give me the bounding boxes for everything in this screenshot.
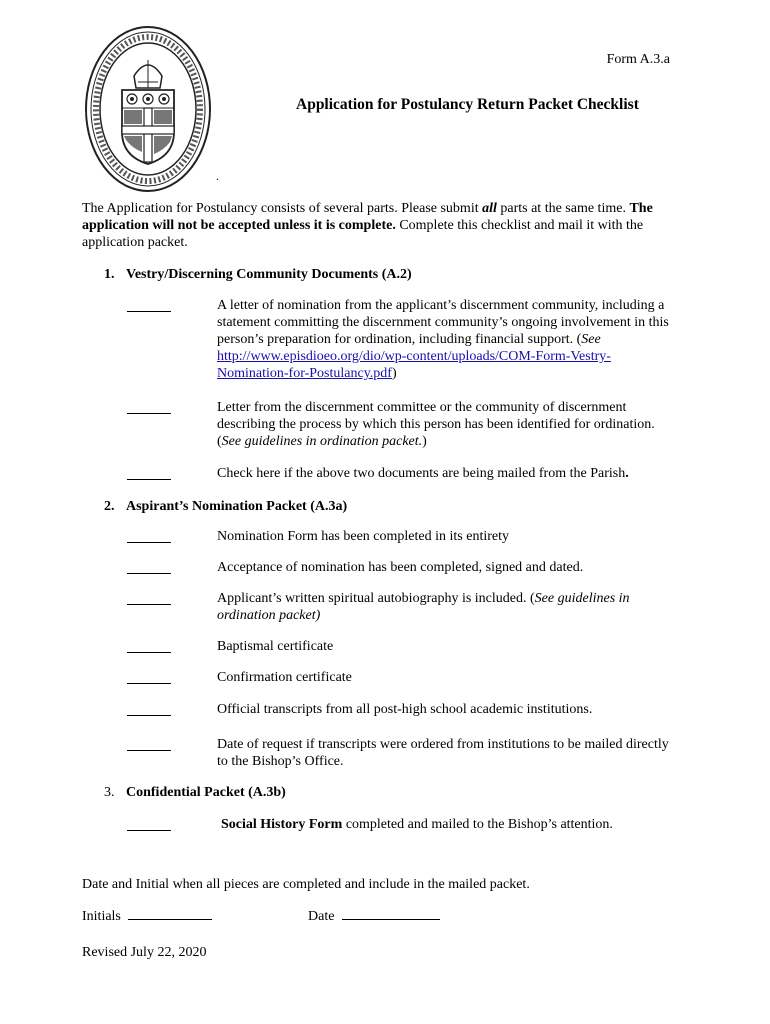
item-text: completed and mailed to the Bishop’s attention.: [342, 817, 613, 832]
item-italic: See guidelines in ordination packet.: [221, 434, 423, 449]
checklist-blank[interactable]: [127, 701, 171, 716]
date-field: [308, 906, 440, 925]
checklist-item: Baptismal certificate: [217, 639, 334, 654]
intro-text-1: The Application for Postulancy consists of several parts. Please submit: [82, 201, 483, 216]
checklist-blank[interactable]: [127, 669, 171, 684]
intro-emphasis: all: [482, 201, 497, 216]
section-3-heading: [104, 784, 286, 801]
vestry-nomination-link[interactable]: http://www.episdioeo.org/dio/wp-content/uploads/COM-Form-Vestry-Nomination-for-Postulancy.pdf: [217, 349, 611, 381]
intro-text-3: Complete this checklist and mail it with the application packet.: [82, 218, 644, 250]
checklist-blank[interactable]: [127, 399, 171, 414]
initials-field: [82, 906, 212, 925]
checklist-item: [217, 465, 672, 482]
form-id: Form A.3.a: [606, 52, 670, 67]
checklist-blank[interactable]: [127, 638, 171, 653]
checklist-blank[interactable]: [127, 590, 171, 605]
section-title: Vestry/Discerning Community Documents (A.2): [126, 267, 412, 282]
checklist-item: Acceptance of nomination has been completed, signed and dated.: [217, 560, 584, 575]
checklist-blank[interactable]: [127, 297, 171, 312]
checklist-blank[interactable]: [127, 736, 171, 751]
checklist-item: [217, 590, 672, 624]
diocese-seal-logo: [82, 24, 214, 194]
revision-date: Revised July 22, 2020: [82, 945, 207, 960]
item-tail: ): [422, 434, 427, 449]
date-blank[interactable]: [342, 906, 440, 920]
item-tail: .: [625, 466, 629, 481]
item-text: Applicant’s written spiritual autobiography is included. (: [217, 591, 535, 606]
item-text: Check here if the above two documents are being mailed from the Parish: [217, 466, 626, 481]
checklist-item: Confirmation certificate: [217, 670, 352, 685]
initials-label: Initials: [82, 909, 121, 924]
item-text: Letter from the discernment committee or the community of discernment describing the process by which this person has been identified for ordination. (: [217, 400, 655, 449]
section-number: 3.: [104, 785, 115, 800]
section-number: 1.: [104, 267, 115, 282]
item-text: A letter of nomination from the applicant’s discernment community, including a statement committing the discernment community’s ongoing involvement in this person’s preparation for ordination, including financial support. (: [217, 298, 669, 347]
section-2-heading: [104, 498, 347, 515]
item-tail: ): [391, 366, 397, 381]
item-bold: Social History Form: [221, 817, 343, 832]
intro-paragraph: [82, 200, 682, 251]
item-italic: See guidelines in ordination packet): [217, 591, 630, 623]
initials-blank[interactable]: [128, 906, 212, 920]
checklist-blank[interactable]: [127, 816, 171, 831]
checklist-item: Date of request if transcripts were ordered from institutions to be mailed directly to the Bishop’s Office.: [217, 737, 669, 769]
page-title: Application for Postulancy Return Packet Checklist: [296, 96, 639, 113]
checklist-item: [217, 297, 672, 382]
date-label: Date: [308, 909, 335, 924]
footer-note: Date and Initial when all pieces are completed and include in the mailed packet.: [82, 877, 530, 892]
checklist-blank[interactable]: [127, 528, 171, 543]
section-title: Aspirant’s Nomination Packet (A.3a): [126, 499, 348, 514]
checklist-item: Official transcripts from all post-high school academic institutions.: [217, 702, 593, 717]
checklist-item: [217, 399, 672, 450]
section-number: 2.: [104, 499, 115, 514]
checklist-item: [221, 816, 676, 833]
checklist-item: Nomination Form has been completed in its entirety: [217, 529, 509, 544]
intro-bold-warning: The application will not be accepted unless it is complete.: [82, 201, 653, 233]
checklist-blank[interactable]: [127, 559, 171, 574]
checklist-blank[interactable]: [127, 465, 171, 480]
stray-dot: .: [216, 169, 219, 183]
intro-text-2: parts at the same time.: [496, 201, 626, 216]
section-title: Confidential Packet (A.3b): [126, 785, 286, 800]
section-1-heading: [104, 266, 412, 283]
item-italic: See: [581, 332, 601, 347]
